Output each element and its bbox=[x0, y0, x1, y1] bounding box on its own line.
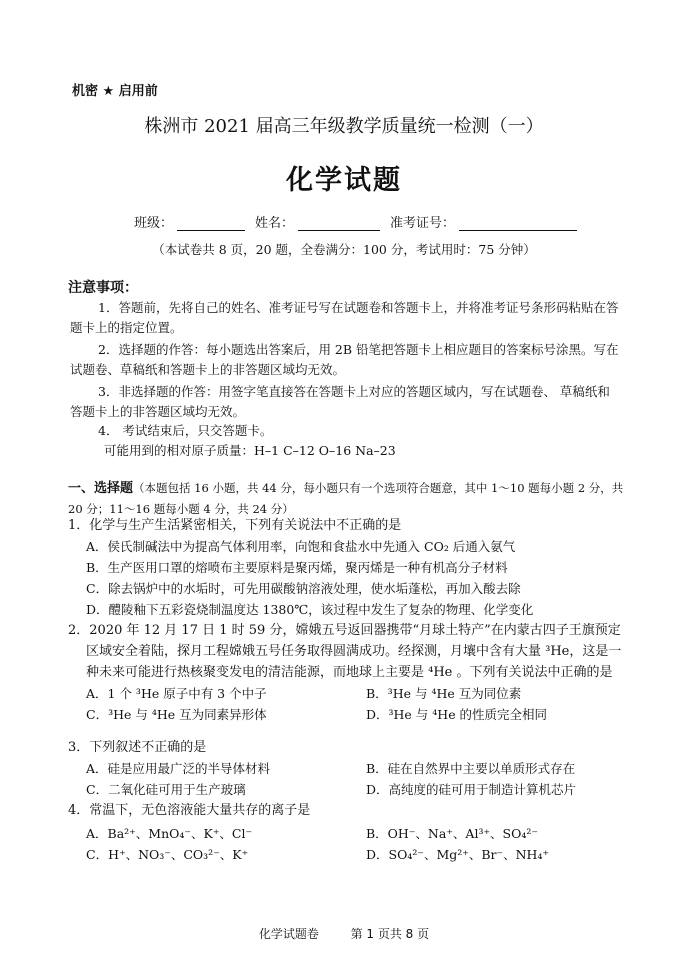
exam-info: （本试卷共 8 页，20 题，全卷满分：100 分，考试用时：75 分钟） bbox=[152, 242, 536, 257]
page-footer bbox=[0, 925, 688, 942]
id-label: 准考证号： bbox=[390, 216, 456, 231]
question-stem: 4．常温下，无色溶液能大量共存的离子是 bbox=[68, 803, 311, 818]
options-row bbox=[68, 779, 628, 800]
section-header bbox=[68, 478, 628, 519]
question-4 bbox=[68, 800, 628, 865]
option-d: D．SO₄²⁻、Mg²⁺、Br⁻、NH₄⁺ bbox=[366, 847, 550, 862]
option-d: D．³He 与 ⁴He 的性质完全相同 bbox=[366, 707, 548, 722]
name-blank[interactable] bbox=[298, 216, 380, 231]
class-label: 班级： bbox=[134, 216, 174, 231]
option-a: A．侯氏制碱法中为提高气体利用率，向饱和食盐水中先通入 CO₂ 后通入氨气 bbox=[86, 539, 516, 554]
question-2 bbox=[68, 620, 628, 725]
question-stem: 3．下列叙述不正确的是 bbox=[68, 740, 207, 755]
options-row bbox=[68, 844, 628, 865]
notes-heading: 注意事项： bbox=[68, 280, 138, 296]
note-item: 1．答题前，先将自己的姓名、准考证号写在试题卷和答题卡上，并将准考证号条形码粘贴在答题卡上的指定位置。 bbox=[70, 300, 619, 335]
option-a: A．1 个 ³He 原子中有 3 个中子 bbox=[86, 686, 267, 701]
option-a: A．硅是应用最广泛的半导体材料 bbox=[86, 761, 271, 776]
option-c: C．³He 与 ⁴He 互为同素异形体 bbox=[86, 707, 267, 722]
option-c: C．二氧化硅可用于生产玻璃 bbox=[86, 782, 246, 797]
option-c: C．除去锅炉中的水垢时，可先用碳酸钠溶液处理，使水垢蓬松，再加入酸去除 bbox=[86, 581, 521, 596]
question-stem: 2．2020 年 12 月 17 日 1 时 59 分，嫦娥五号返回器携带“月球土特产”在内蒙古四子王旗预定区域安全着陆，探月工程嫦娥五号任务取得圆满成功。经探测，月壤中含有大量 ³He，这是一种未来可能进行热核聚变发电的清洁能源，而地球上主要是 ⁴He 。下列有关说法中正确的是 bbox=[68, 623, 622, 680]
note-item: 4． 考试结束后，只交答题卡。 bbox=[98, 423, 273, 438]
subject-title: 化学试题 bbox=[286, 165, 402, 196]
note-item: 2．选择题的作答：每小题选出答案后，用 2B 铅笔把答题卡上相应题目的答案标号涂黑。写在试题卷、草稿纸和答题卡上的非答题区域均无效。 bbox=[70, 342, 619, 377]
student-info-fields bbox=[134, 212, 587, 231]
atomic-masses: 可能用到的相对原子质量：H–1 C–12 O–16 Na–23 bbox=[104, 443, 396, 458]
class-blank[interactable] bbox=[177, 216, 245, 231]
options-row bbox=[68, 683, 628, 704]
options-row bbox=[68, 758, 628, 779]
option-a: A．Ba²⁺、MnO₄⁻、K⁺、Cl⁻ bbox=[86, 826, 253, 841]
section-title: 一、选择题 bbox=[68, 481, 134, 496]
option-b: B．生产医用口罩的熔喷布主要原料是聚丙烯，聚丙烯是一种有机高分子材料 bbox=[86, 560, 508, 575]
section-desc: （本题包括 16 小题，共 44 分，每小题只有一个选项符合题意，其中 1～10 题每小题 2 分，共 20 分；11～16 题每小题 4 分，共 24 分） bbox=[68, 481, 624, 516]
options-row bbox=[68, 823, 628, 844]
question-1 bbox=[68, 515, 628, 620]
option-b: B．OH⁻、Na⁺、Al³⁺、SO₄²⁻ bbox=[366, 826, 538, 841]
question-3 bbox=[68, 737, 628, 800]
options-row bbox=[68, 704, 628, 725]
footer-page-number: 第 1 页共 8 页 bbox=[350, 927, 430, 941]
question-stem: 1．化学与生产生活紧密相关，下列有关说法中不正确的是 bbox=[68, 518, 402, 533]
footer-doc-name: 化学试题卷 bbox=[258, 927, 319, 941]
id-blank[interactable] bbox=[459, 216, 577, 231]
name-label: 姓名： bbox=[255, 216, 295, 231]
confidential-label: 机密 ★ 启用前 bbox=[72, 84, 158, 99]
note-item: 3．非选择题的作答：用签字笔直接答在答题卡上对应的答题区域内，写在试题卷、 草稿纸和答题卡上的非答题区域均无效。 bbox=[70, 384, 610, 419]
option-d: D．醴陵釉下五彩瓷烧制温度达 1380℃，该过程中发生了复杂的物理、化学变化 bbox=[86, 602, 534, 617]
option-b: B．³He 与 ⁴He 互为同位素 bbox=[366, 686, 522, 701]
option-d: D．高纯度的硅可用于制造计算机芯片 bbox=[366, 782, 577, 797]
option-b: B．硅在自然界中主要以单质形式存在 bbox=[366, 761, 576, 776]
option-c: C．H⁺、NO₃⁻、CO₃²⁻、K⁺ bbox=[86, 847, 249, 862]
exam-title: 株洲市 2021 届高三年级教学质量统一检测（一） bbox=[144, 116, 544, 137]
